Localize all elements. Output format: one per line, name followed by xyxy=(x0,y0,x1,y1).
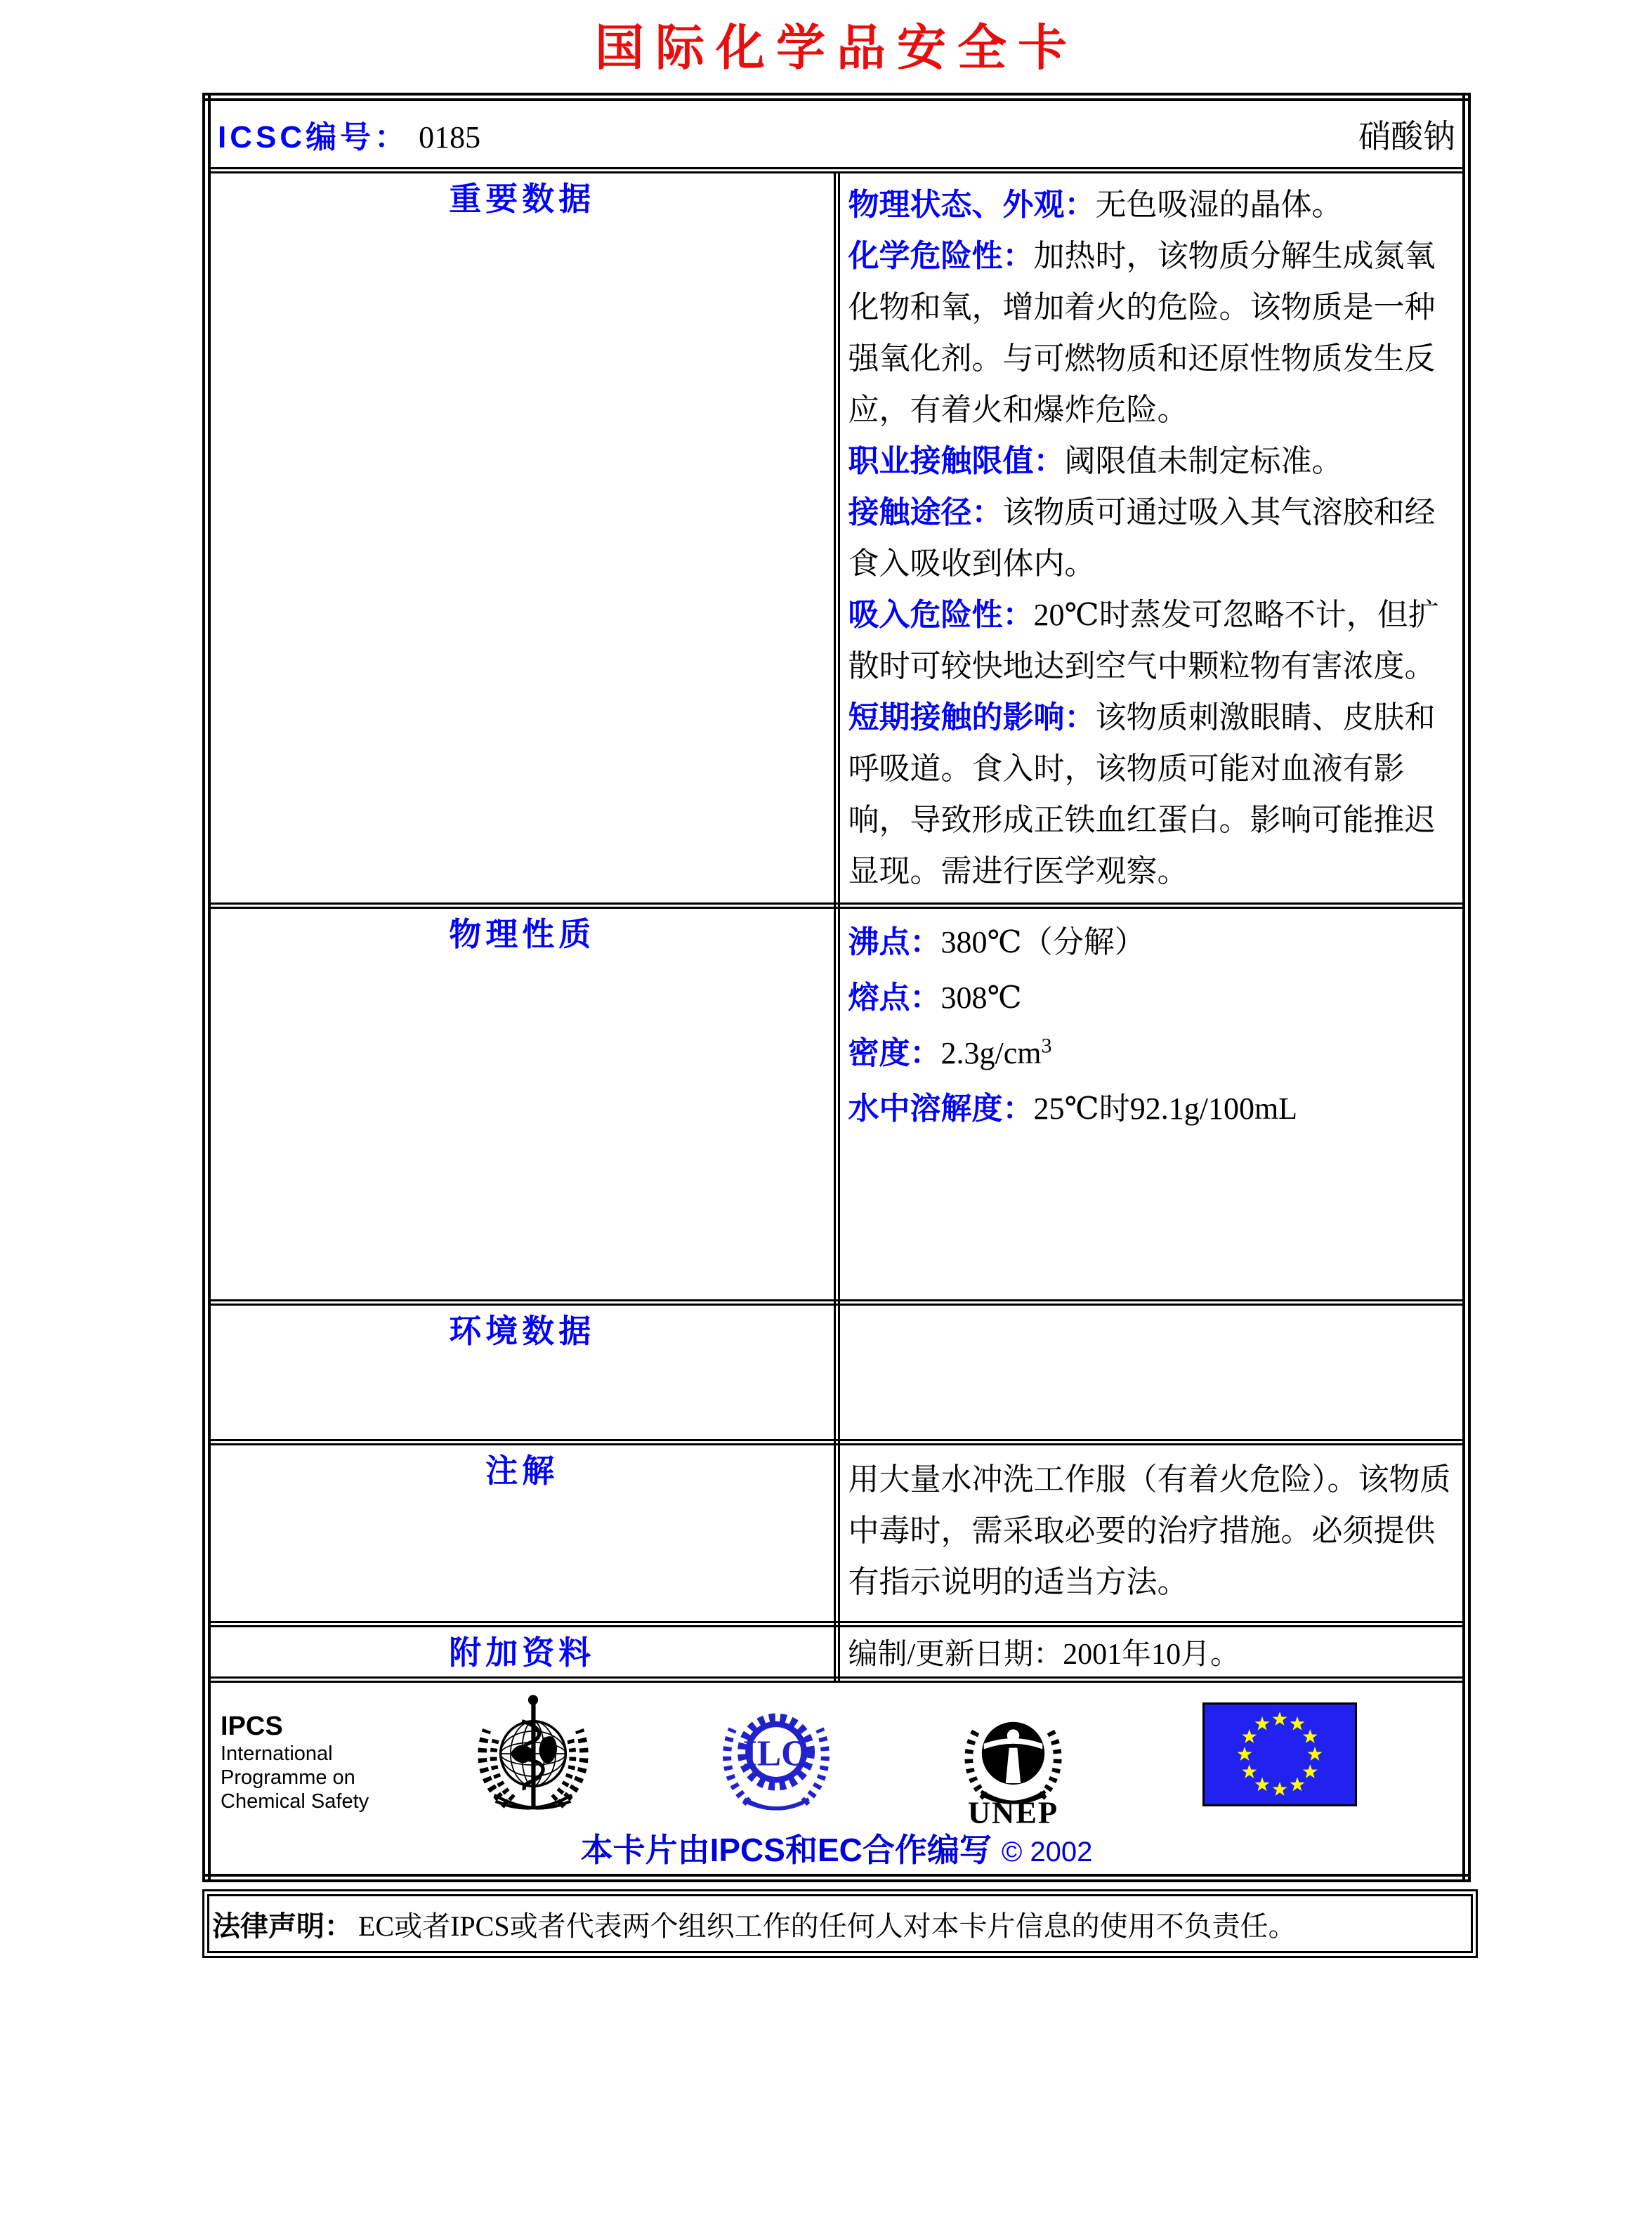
table-row-additional-info xyxy=(206,1624,1467,1680)
item-text: 20℃时蒸发可忽略不计，但扩散时可较快地达到空气中颗粒物有害浓度。 xyxy=(848,598,1439,683)
unep-logo-text: UNEP xyxy=(967,1794,1059,1830)
legal-notice-text: EC或者IPCS或者代表两个组织工作的任何人对本卡片信息的使用不负责任。 xyxy=(358,1910,1297,1942)
item-label: 水中溶解度： xyxy=(848,1091,1034,1126)
credit-year: © 2002 xyxy=(1001,1837,1093,1867)
environmental-data-content xyxy=(840,1306,1463,1317)
legal-notice-box xyxy=(202,1889,1478,1958)
item-label: 密度： xyxy=(848,1036,941,1070)
item-label: 短期接触的影响： xyxy=(848,700,1096,735)
ipcs-line: International xyxy=(221,1742,333,1765)
section-label-important-data: 重要数据 xyxy=(206,171,837,906)
safety-card-document xyxy=(202,14,1471,1958)
ipcs-line: Programme on xyxy=(221,1766,355,1789)
item-text: 2.3g/cm xyxy=(940,1036,1042,1070)
data-item xyxy=(848,179,1453,230)
credit-text: 本卡片由IPCS和EC合作编写 xyxy=(580,1832,992,1868)
legal-notice-label: 法律声明： xyxy=(212,1910,353,1942)
ipcs-acronym: IPCS xyxy=(221,1712,283,1741)
item-label: 接触途径： xyxy=(848,495,1003,530)
data-item xyxy=(848,230,1453,435)
table-row-logos xyxy=(206,1680,1467,1879)
item-label: 熔点： xyxy=(848,980,941,1015)
ipcs-line: Chemical Safety xyxy=(221,1790,369,1813)
data-item xyxy=(848,914,1453,970)
data-item xyxy=(848,1081,1453,1136)
table-row-environmental-data xyxy=(206,1303,1467,1443)
data-item xyxy=(848,487,1453,589)
page-title: 国际化学品安全卡 xyxy=(595,20,1078,75)
organizations-footer xyxy=(211,1683,1462,1874)
table-row-important-data xyxy=(206,171,1467,906)
section-label-physical-properties: 物理性质 xyxy=(206,906,837,1303)
data-item xyxy=(848,589,1453,692)
additional-info-content: 编制/更新日期：2001年10月。 xyxy=(848,1639,1240,1671)
data-item xyxy=(848,1025,1453,1081)
table-row-header xyxy=(206,97,1467,171)
data-item xyxy=(848,692,1453,897)
item-text: 该物质刺激眼睛、皮肤和呼吸道。食入时，该物质可能对血液有影响，导致形成正铁血红蛋白。影响可能推迟显现。需进行医学观察。 xyxy=(848,700,1436,888)
notes-content: 用大量水冲洗工作服（有着火危险）。该物质中毒时，需采取必要的治疗措施。必须提供有指示说明的适当方法。 xyxy=(848,1462,1451,1599)
data-item xyxy=(848,435,1453,487)
unep-logo-icon xyxy=(955,1691,1071,1832)
ilo-logo-text: ILO xyxy=(742,1733,810,1774)
item-text: 无色吸湿的晶体。 xyxy=(1095,188,1343,222)
superscript: 3 xyxy=(1041,1034,1052,1058)
section-label-additional-info: 附加资料 xyxy=(206,1624,837,1680)
ilo-logo-icon xyxy=(714,1694,839,1815)
who-logo-icon xyxy=(469,1691,597,1816)
item-label: 物理状态、外观： xyxy=(848,188,1096,222)
important-data-content xyxy=(840,173,1463,902)
item-label: 职业接触限值： xyxy=(848,444,1065,478)
physical-properties-content xyxy=(840,909,1463,1142)
card-header xyxy=(211,101,1462,167)
item-text: 阈限值未制定标准。 xyxy=(1064,444,1343,478)
item-label: 沸点： xyxy=(848,925,941,959)
data-item xyxy=(848,970,1453,1025)
safety-card-table xyxy=(202,93,1471,1882)
ipcs-text-block xyxy=(221,1711,369,1813)
chemical-name: 硝酸钠 xyxy=(1358,119,1455,155)
item-label: 化学危险性： xyxy=(848,239,1034,273)
icsc-number-group xyxy=(218,112,480,157)
item-text: 加热时，该物质分解生成氮氧化物和氧，增加着火的危险。该物质是一种强氧化剂。与可燃物质和还原性物质发生反应，有着火和爆炸危险。 xyxy=(848,239,1436,427)
item-text: 该物质可通过吸入其气溶胶和经食入吸收到体内。 xyxy=(848,495,1436,581)
item-label: 吸入危险性： xyxy=(848,598,1034,632)
credit-line xyxy=(211,1825,1462,1871)
item-text: 308℃ xyxy=(940,980,1022,1015)
icsc-number-value: 0185 xyxy=(419,120,481,155)
table-row-notes xyxy=(206,1443,1467,1624)
eu-flag-icon xyxy=(1202,1702,1357,1806)
icsc-number-label: ICSC编号： xyxy=(218,120,409,155)
section-label-environmental-data: 环境数据 xyxy=(206,1303,837,1443)
section-label-notes: 注解 xyxy=(206,1443,837,1624)
item-text: 380℃（分解） xyxy=(940,925,1146,959)
table-row-physical-properties xyxy=(206,906,1467,1303)
item-text: 25℃时92.1g/100mL xyxy=(1033,1091,1298,1126)
